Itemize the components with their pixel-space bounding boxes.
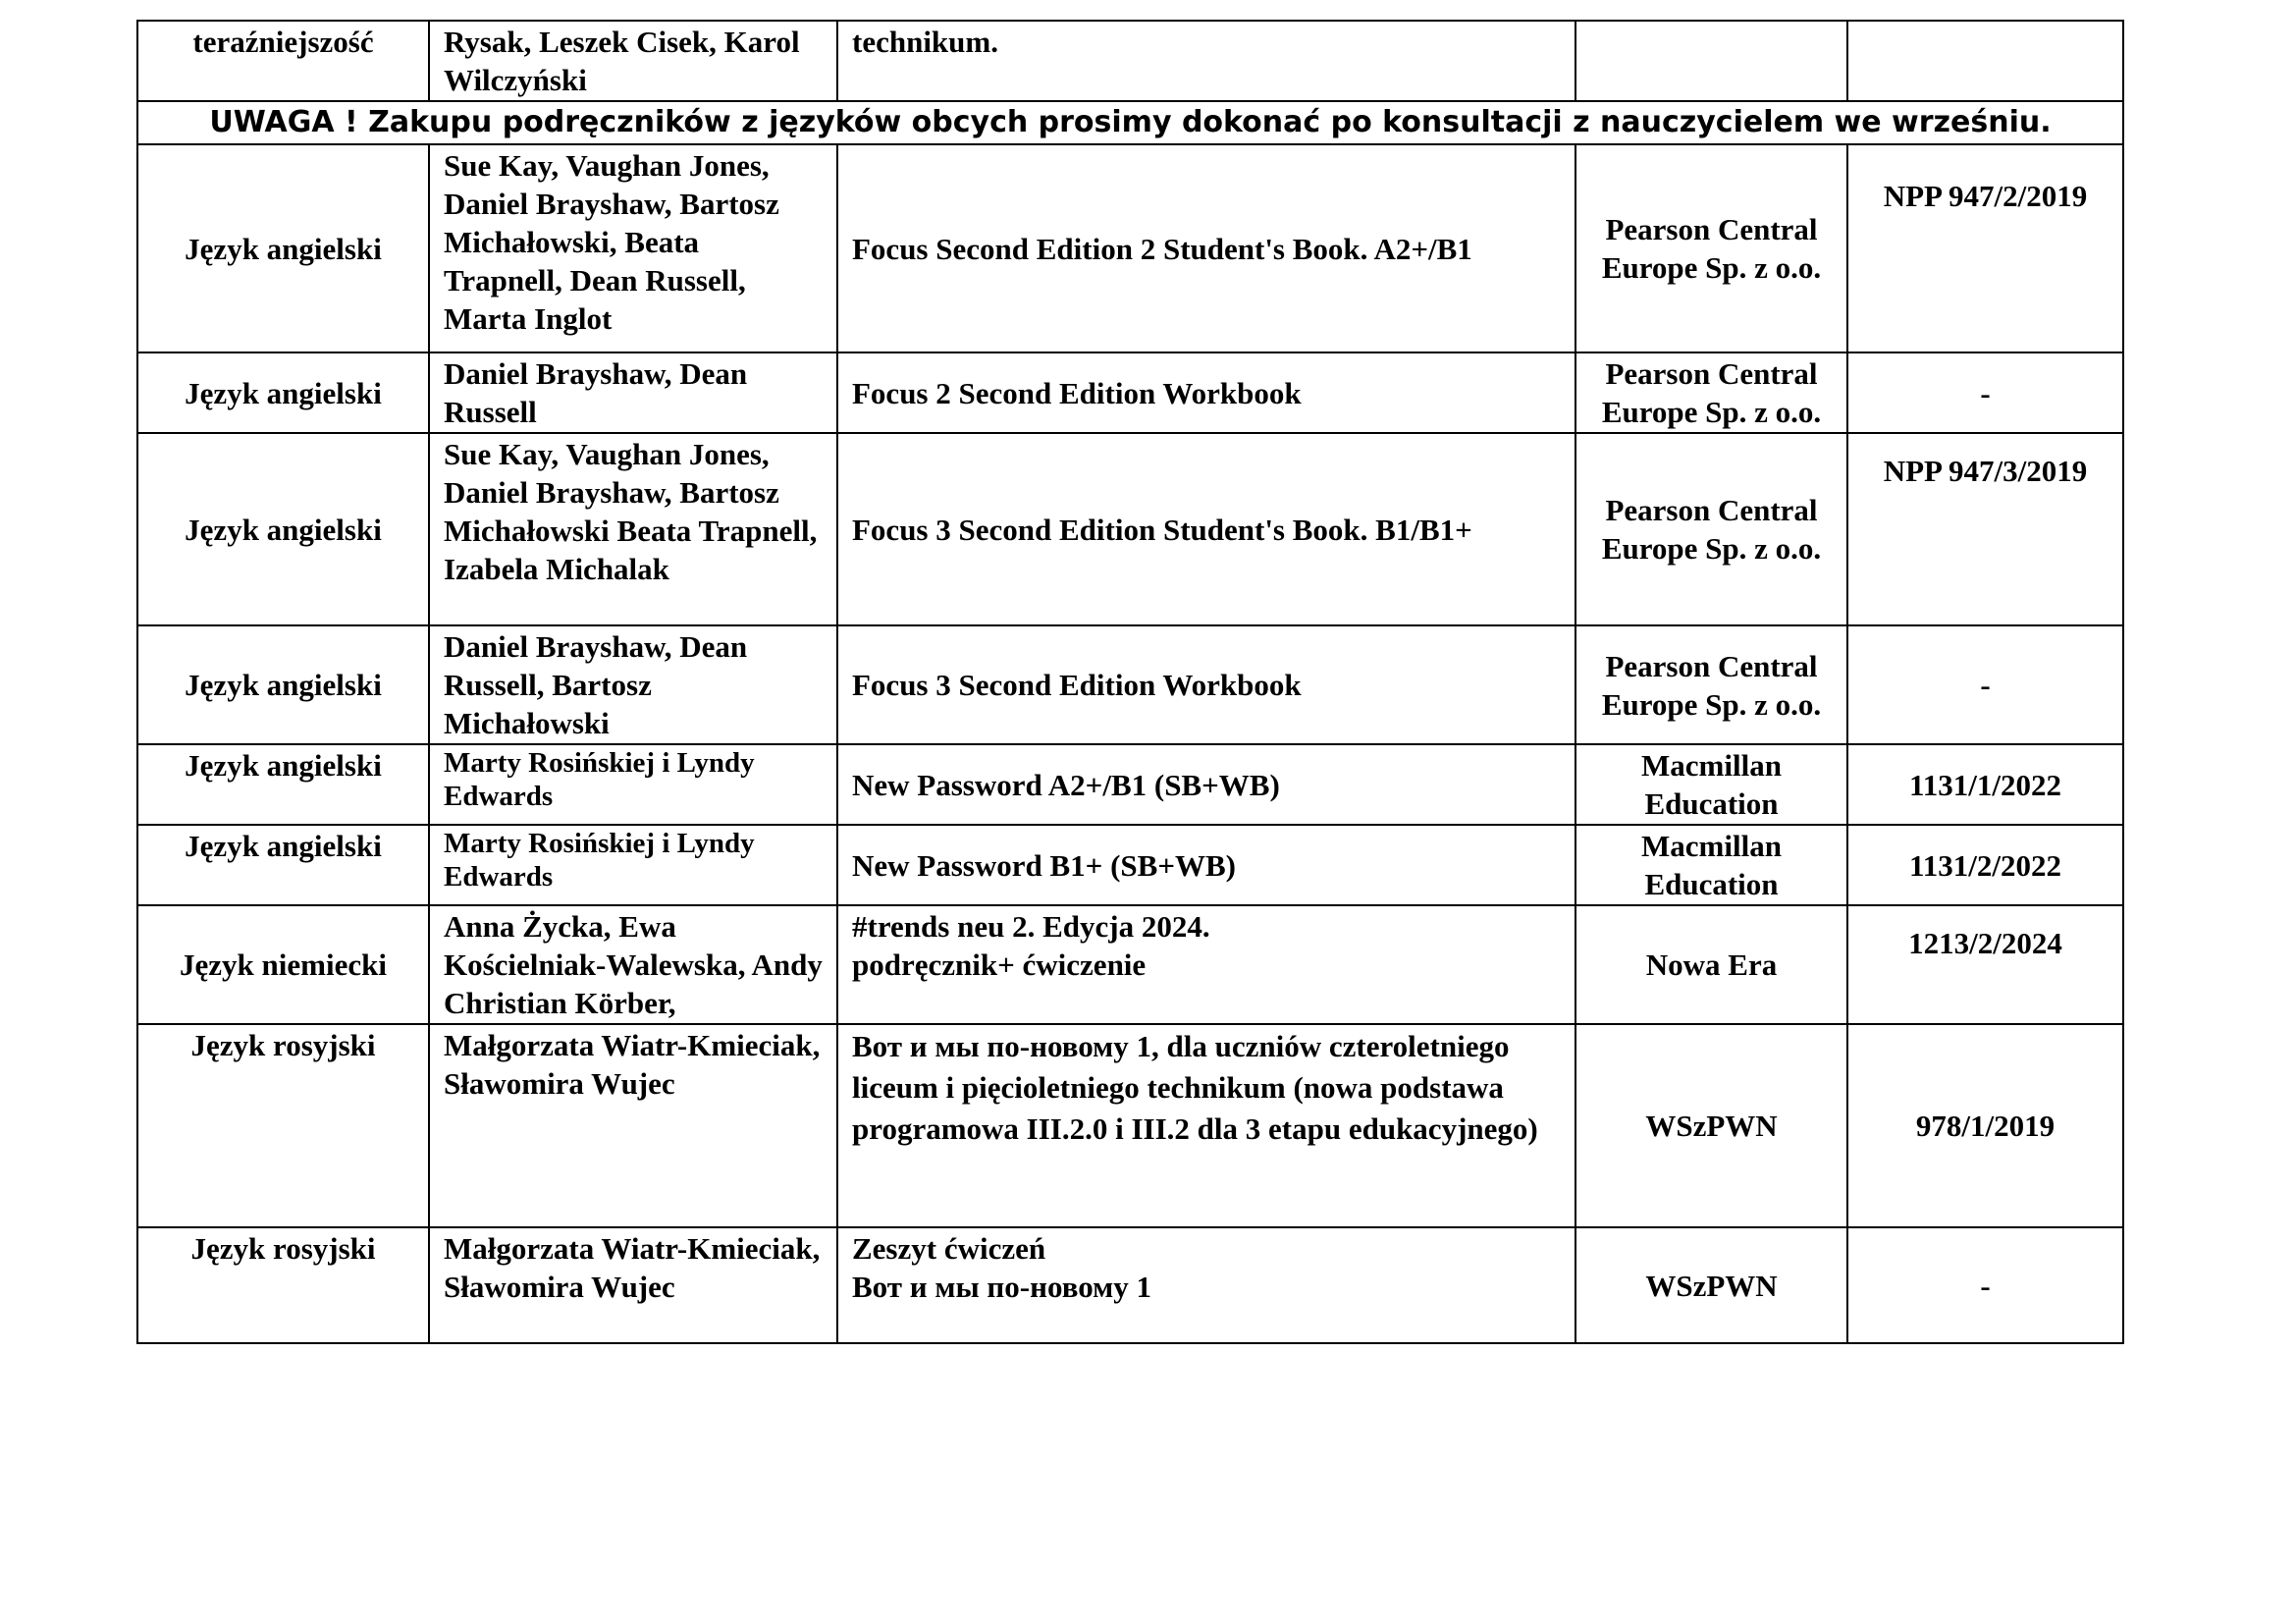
title-cell: Focus 3 Second Edition Student's Book. B1/B1+ — [837, 433, 1575, 625]
approval-number-cell: - — [1847, 625, 2123, 744]
subject-cell: Język angielski — [137, 144, 429, 352]
title-cell: technikum. — [837, 21, 1575, 101]
title-cell: New Password A2+/B1 (SB+WB) — [837, 744, 1575, 825]
subject-cell: Język rosyjski — [137, 1227, 429, 1343]
authors-cell: Małgorzata Wiatr-Kmieciak, Sławomira Wujec — [429, 1024, 837, 1227]
publisher-cell: Pearson Central Europe Sp. z o.o. — [1575, 352, 1847, 433]
foreign-language-notice: UWAGA ! Zakupu podręczników z języków obcych prosimy dokonać po konsultacji z nauczycielem we wrześniu. — [137, 101, 2123, 144]
title-cell: Focus Second Edition 2 Student's Book. A2+/B1 — [837, 144, 1575, 352]
table-row — [137, 744, 2123, 825]
authors-cell: Marty Rosińskiej i Lyndy Edwards — [429, 744, 837, 825]
publisher-cell: Nowa Era — [1575, 905, 1847, 1024]
title-cell: New Password B1+ (SB+WB) — [837, 825, 1575, 905]
approval-number-cell: - — [1847, 1227, 2123, 1343]
table-row — [137, 905, 2123, 1024]
authors-cell: Sue Kay, Vaughan Jones, Daniel Brayshaw, Bartosz Michałowski Beata Trapnell, Izabela Michalak — [429, 433, 837, 625]
title-cell: Focus 2 Second Edition Workbook — [837, 352, 1575, 433]
subject-cell: Język angielski — [137, 825, 429, 905]
table-row — [137, 1227, 2123, 1343]
table-row — [137, 625, 2123, 744]
subject-cell: Język niemiecki — [137, 905, 429, 1024]
publisher-cell — [1575, 21, 1847, 101]
approval-number-cell: 1213/2/2024 — [1847, 905, 2123, 1024]
approval-number-cell — [1847, 21, 2123, 101]
title-cell: Focus 3 Second Edition Workbook — [837, 625, 1575, 744]
title-cell — [837, 905, 1575, 1024]
approval-number-cell: 1131/2/2022 — [1847, 825, 2123, 905]
approval-number-cell: NPP 947/2/2019 — [1847, 144, 2123, 352]
authors-cell: Marty Rosińskiej i Lyndy Edwards — [429, 825, 837, 905]
publisher-cell: WSzPWN — [1575, 1227, 1847, 1343]
table-row — [137, 144, 2123, 352]
title-line: Zeszyt ćwiczeń — [852, 1231, 1046, 1266]
authors-cell: Sue Kay, Vaughan Jones, Daniel Brayshaw, Bartosz Michałowski, Beata Trapnell, Dean Russell, Marta Inglot — [429, 144, 837, 352]
subject-cell: Język angielski — [137, 352, 429, 433]
publisher-cell: Pearson Central Europe Sp. z o.o. — [1575, 144, 1847, 352]
publisher-cell: Pearson Central Europe Sp. z o.o. — [1575, 433, 1847, 625]
subject-cell: Język angielski — [137, 433, 429, 625]
approval-number-cell: - — [1847, 352, 2123, 433]
title-line: #trends neu 2. Edycja 2024. — [852, 909, 1210, 944]
table-row — [137, 825, 2123, 905]
subject-cell: teraźniejszość — [137, 21, 429, 101]
authors-cell: Daniel Brayshaw, Dean Russell, Bartosz Michałowski — [429, 625, 837, 744]
table-row — [137, 352, 2123, 433]
table-row — [137, 433, 2123, 625]
table-row — [137, 1024, 2123, 1227]
publisher-cell: WSzPWN — [1575, 1024, 1847, 1227]
subject-cell: Język rosyjski — [137, 1024, 429, 1227]
title-cell: Вот и мы по-новому 1, dla uczniów czteroletniego liceum i pięcioletniego technikum (nowa podstawa programowa III.2.0 i III.2 dla 3 etapu edukacyjnego) — [837, 1024, 1575, 1227]
publisher-cell: Macmillan Education — [1575, 744, 1847, 825]
title-line: podręcznik+ ćwiczenie — [852, 947, 1147, 982]
approval-number-cell: NPP 947/3/2019 — [1847, 433, 2123, 625]
authors-cell: Anna Życka, Ewa Kościelniak-Walewska, Andy Christian Körber, — [429, 905, 837, 1024]
textbook-table — [136, 20, 2124, 1344]
publisher-cell: Pearson Central Europe Sp. z o.o. — [1575, 625, 1847, 744]
authors-cell: Daniel Brayshaw, Dean Russell — [429, 352, 837, 433]
approval-number-cell: 1131/1/2022 — [1847, 744, 2123, 825]
title-cell — [837, 1227, 1575, 1343]
title-line: Вот и мы по-новому 1 — [852, 1270, 1152, 1304]
approval-number-cell: 978/1/2019 — [1847, 1024, 2123, 1227]
authors-cell: Małgorzata Wiatr-Kmieciak, Sławomira Wujec — [429, 1227, 837, 1343]
table-row — [137, 21, 2123, 101]
publisher-cell: Macmillan Education — [1575, 825, 1847, 905]
subject-cell: Język angielski — [137, 625, 429, 744]
authors-cell: Rysak, Leszek Cisek, Karol Wilczyński — [429, 21, 837, 101]
notice-row — [137, 101, 2123, 144]
subject-cell: Język angielski — [137, 744, 429, 825]
